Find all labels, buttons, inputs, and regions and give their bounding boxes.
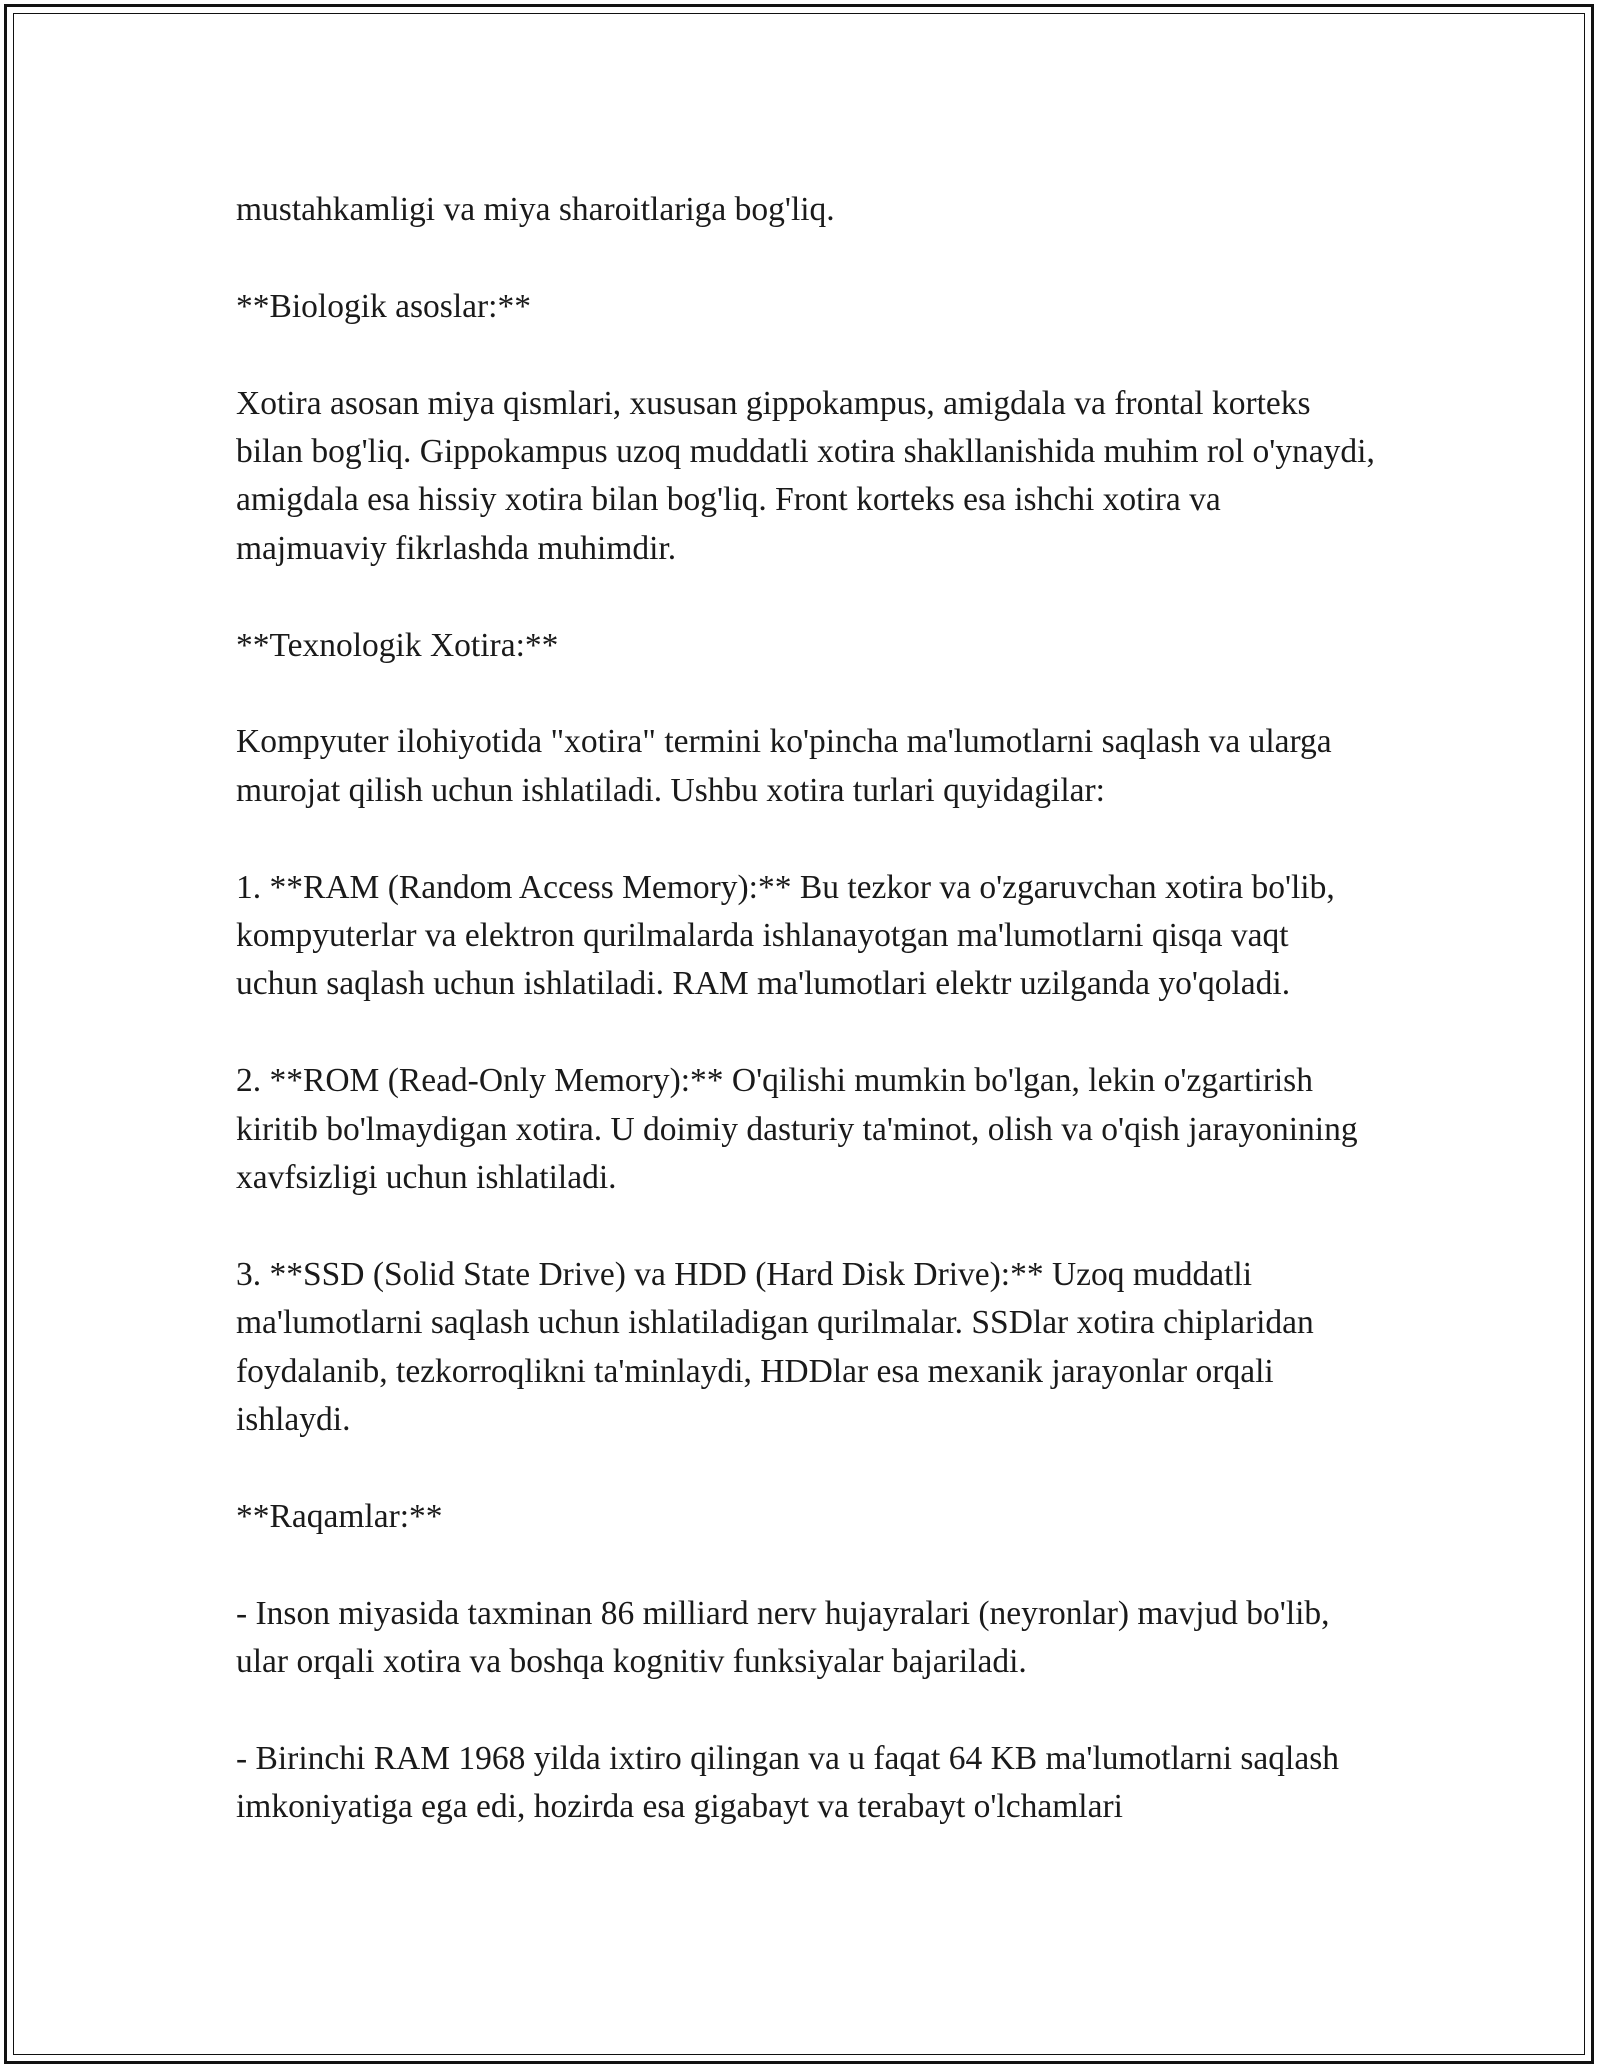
list-item-ssd-hdd: 3. **SSD (Solid State Drive) va HDD (Hard Disk Drive):** Uzoq muddatli ma'lumotlarni saqlash uchun ishlatiladigan qurilmalar. SSDlar xotira chiplaridan foydalanib, tezkorroqlikni ta'minlaydi, HDDlar esa mexanik jarayonlar orqali ishlaydi.: [236, 1255, 1314, 1439]
paragraph-biologik: Xotira asosan miya qismlari, xususan gippokampus, amigdala va frontal korteks bilan bog'liq. Gippokampus uzoq muddatli xotira shakllanishida muhim rol o'ynaydi, amigdala esa hissiy xotira bilan bog'liq. Front korteks esa ishchi xotira va majmuaviy fikrlashda muhimdir.: [236, 384, 1375, 567]
heading-raqamlar: **Raqamlar:**: [236, 1497, 443, 1535]
paragraph-continuation: mustahkamligi va miya sharoitlariga bog'liq.: [236, 191, 835, 228]
heading-biologik-asoslar: **Biologik asoslar:**: [236, 287, 531, 325]
list-item-ram: 1. **RAM (Random Access Memory):** Bu tezkor va o'zgaruvchan xotira bo'lib, kompyuterlar va elektron qurilmalarda ishlanayotgan ma'lumotlarni qisqa vaqt uchun saqlash uchun ishlatiladi. RAM ma'lumotlari elektr uzilganda yo'qoladi.: [236, 868, 1335, 1003]
bullet-neyronlar: - Inson miyasida taxminan 86 milliard nerv hujayralari (neyronlar) mavjud bo'lib, ular orqali xotira va boshqa kognitiv funksiyalar bajariladi.: [236, 1594, 1330, 1681]
document-body: [236, 186, 1376, 1832]
heading-texnologik-xotira: **Texnologik Xotira:**: [236, 626, 559, 664]
bullet-birinchi-ram: - Birinchi RAM 1968 yilda ixtiro qilingan va u faqat 64 KB ma'lumotlarni saqlash imkoniyatiga ega edi, hozirda esa gigabayt va terabayt o'lchamlari: [236, 1739, 1339, 1826]
list-item-rom: 2. **ROM (Read-Only Memory):** O'qilishi mumkin bo'lgan, lekin o'zgartirish kiritib bo'lmaydigan xotira. U doimiy dasturiy ta'minot, olish va o'qish jarayonining xavfsizligi uchun ishlatiladi.: [236, 1062, 1358, 1197]
paragraph-texnologik: Kompyuter ilohiyotida "xotira" termini ko'pincha ma'lumotlarni saqlash va ularga murojat qilish uchun ishlatiladi. Ushbu xotira turlari quyidagilar:: [236, 723, 1332, 809]
